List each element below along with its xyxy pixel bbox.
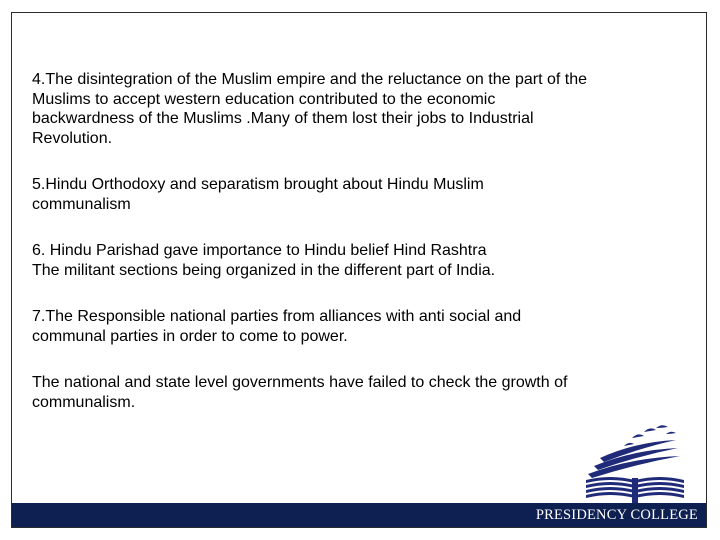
college-name: PRESIDENCY COLLEGE <box>535 507 698 523</box>
paragraph-point-5: 5.Hindu Orthodoxy and separatism brought about Hindu Muslim communalism <box>32 176 484 213</box>
footer-bar <box>12 503 706 527</box>
birds-over-open-book-icon <box>580 424 690 504</box>
paragraph-point-4: 4.The disintegration of the Muslim empire and the reluctance on the part of the Muslims to accept western education contributed to the economic backwardness of the Muslims .Many of them lost their jobs to Industrial Revolution. <box>32 71 587 147</box>
paragraph-point-6: 6. Hindu Parishad gave importance to Hindu belief Hind Rashtra The militant sections being organized in the different part of India. <box>32 242 496 279</box>
slide-content <box>32 70 672 439</box>
paragraph-point-7: 7.The Responsible national parties from alliances with anti social and communal parties in order to come to power. <box>32 308 522 345</box>
paragraph-conclusion: The national and state level governments have failed to check the growth of communalism. <box>32 374 568 411</box>
